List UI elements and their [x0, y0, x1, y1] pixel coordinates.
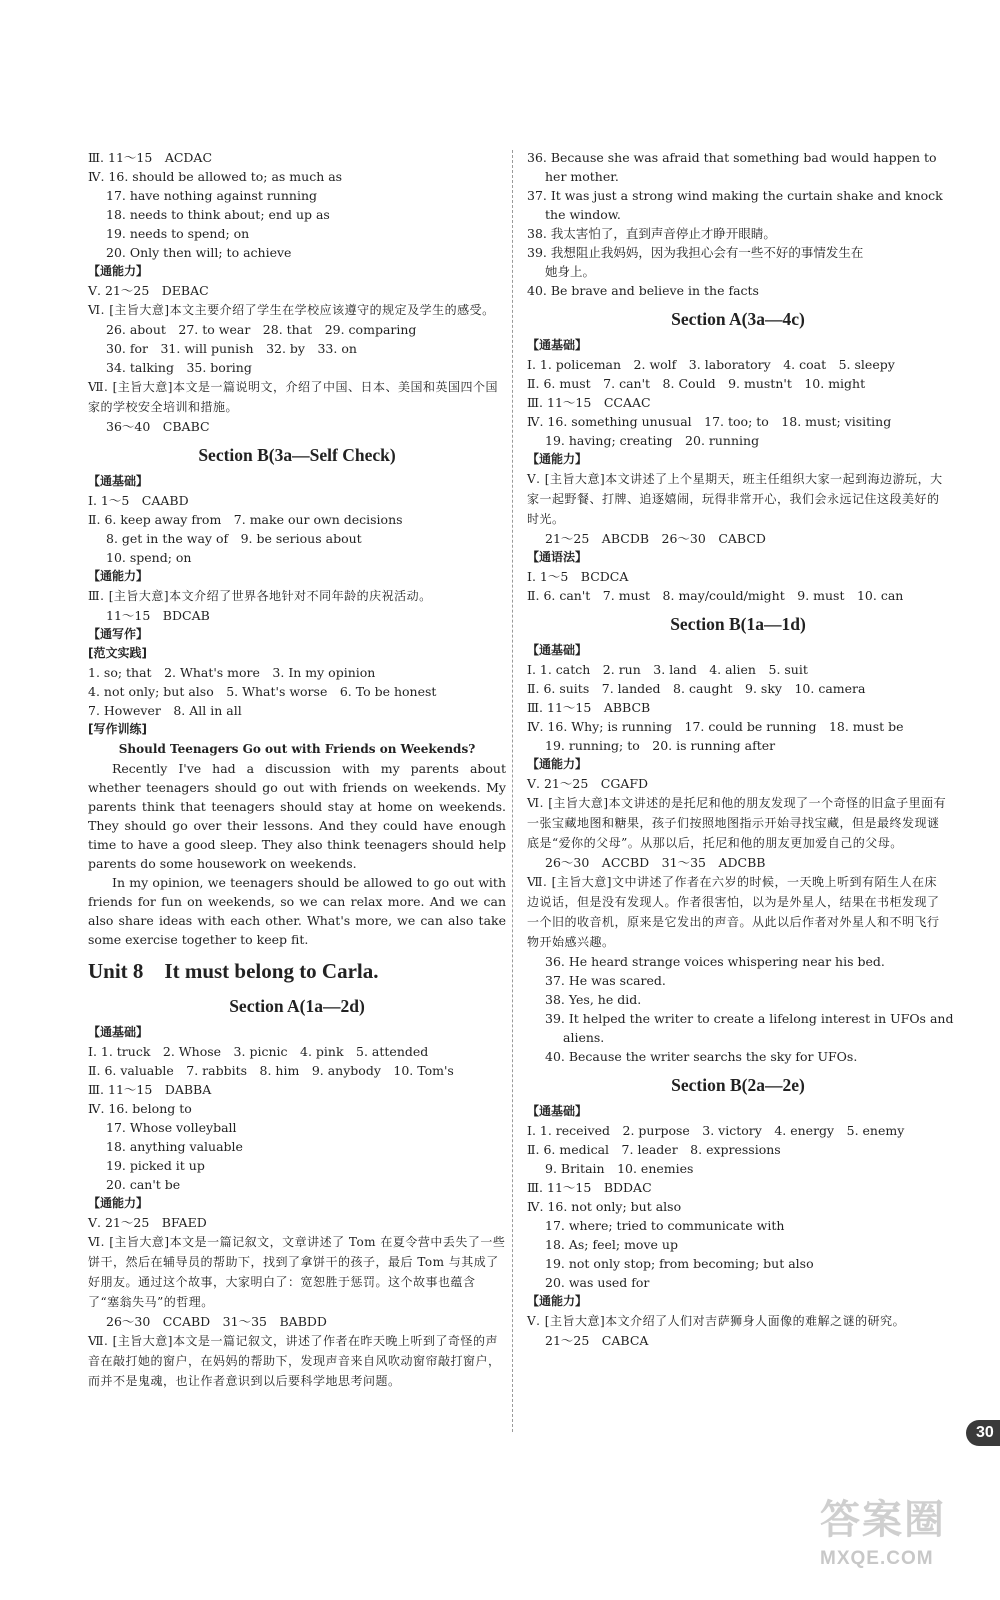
answer-line: 17. where; tried to communicate with	[545, 1218, 785, 1233]
answer-line: Ⅴ. 21～25 CGAFD	[527, 776, 649, 791]
answer-line: 19. needs to spend; on	[106, 226, 250, 241]
summary-text: Ⅵ. [主旨大意]本文主要介绍了学生在学校应该遵守的规定及学生的感受。	[88, 303, 495, 317]
answer-line: 37. He was scared.	[545, 973, 666, 988]
answer-line: Ⅳ. 16. Why; is running 17. could be running 18. must be	[527, 719, 904, 734]
answer-line: 18. As; feel; move up	[545, 1237, 678, 1252]
answer-line: 40. Be brave and believe in the facts	[527, 283, 759, 298]
section-tag: 【通写作】	[88, 627, 149, 641]
section-heading: Section A(3a—4c)	[671, 309, 805, 329]
summary-text: Ⅴ. [主旨大意]本文讲述了上个星期天，班主任组织大家一起到海边游玩，大家一起野餐、打牌、追逐嬉闹，玩得非常开心，我们会永远记住这段美好的时光。	[527, 472, 943, 526]
answer-line: 40. Because the writer searchs the sky for UFOs.	[545, 1049, 858, 1064]
site-watermark-logo	[820, 1488, 980, 1596]
answer-line: Ⅱ. 6. must 7. can't 8. Could 9. mustn't 10. might	[527, 376, 866, 391]
answer-line: Ⅴ. 21～25 DEBAC	[88, 283, 209, 298]
answer-line: 8. get in the way of 9. be serious about	[106, 531, 362, 546]
section-heading: Section B(3a—Self Check)	[198, 445, 396, 465]
section-tag: 【通基础】	[88, 1025, 149, 1039]
answer-line: 26～30 CCABD 31～35 BABDD	[106, 1314, 327, 1329]
answer-line: Ⅲ. 11～15 DABBA	[88, 1082, 212, 1097]
answer-line: 30. for 31. will punish 32. by 33. on	[106, 341, 357, 356]
answer-line: Ⅱ. 6. keep away from 7. make our own decisions	[88, 512, 403, 527]
answer-line: Ⅳ. 16. not only; but also	[527, 1199, 682, 1214]
logo-wordmark: 答案圈	[820, 1497, 946, 1543]
essay-paragraph: Recently I've had a discussion with my parents about whether teenagers should go out with friends on weekends. My parents think that teenagers should stay at home on weekends. They should go over their lessons. And they could have enough time to have a good sleep. They also think teenagers should help parents do some housework on weekends.	[88, 761, 506, 871]
answer-line: 26. about 27. to wear 28. that 29. comparing	[106, 322, 417, 337]
answer-line: 20. Only then will; to achieve	[106, 245, 292, 260]
answer-line: 34. talking 35. boring	[106, 360, 252, 375]
answer-line: 36. Because she was afraid that something bad would happen to	[527, 150, 937, 165]
answer-line: the window.	[545, 207, 621, 222]
section-tag: 【通能力】	[88, 569, 149, 583]
answer-line: Ⅰ. 1. catch 2. run 3. land 4. alien 5. suit	[527, 662, 808, 677]
answer-line: 26～30 ACCBD 31～35 ADCBB	[545, 855, 766, 870]
summary-text: Ⅶ. [主旨大意]文中讲述了作者在六岁的时候，一天晚上听到有陌生人在床边说话，但是没有发现人。作者很害怕，以为是外星人，结果在书柜发现了一个旧的收音机，原来是它发出的声音。从此以后作者对外星人和不明飞行物开始感兴趣。	[527, 875, 940, 949]
essay-title: Should Teenagers Go out with Friends on Weekends?	[118, 742, 476, 756]
answer-line: 4. not only; but also 5. What's worse 6. To be honest	[88, 684, 437, 699]
answer-line: Ⅳ. 16. should be allowed to; as much as	[88, 169, 343, 184]
answer-line: Ⅰ. 1～5 CAABD	[88, 493, 189, 508]
answer-line: Ⅲ. 11～15 BDDAC	[527, 1180, 652, 1195]
section-tag: 【通基础】	[527, 338, 588, 352]
section-tag: 【通基础】	[527, 1104, 588, 1118]
answer-line: 36～40 CBABC	[106, 419, 210, 434]
answer-line: 21～25 ABCDB 26～30 CABCD	[545, 531, 766, 546]
section-tag: 【通能力】	[88, 264, 149, 278]
summary-text: Ⅵ. [主旨大意]本文讲述的是托尼和他的朋友发现了一个奇怪的旧盒子里面有一张宝藏地图和糖果，孩子们按照地图指示开始寻找宝藏，但是最终发现谜底是“爱你的父母”。从那以后，托尼和他的朋友更加爱自己的父母。	[527, 796, 947, 850]
answer-line: 19. having; creating 20. running	[545, 433, 760, 448]
answer-line: 7. However 8. All in all	[88, 703, 242, 718]
answer-line: 38. 我太害怕了，直到声音停止才睁开眼睛。	[527, 226, 776, 241]
answer-line: Ⅰ. 1～5 BCDCA	[527, 569, 629, 584]
section-tag: 【通基础】	[527, 643, 588, 657]
section-tag: [写作训练]	[88, 722, 147, 736]
answer-line: Ⅰ. 1. truck 2. Whose 3. picnic 4. pink 5. attended	[88, 1044, 429, 1059]
answer-line: Ⅳ. 16. belong to	[88, 1101, 192, 1116]
left-column	[88, 148, 506, 1391]
summary-text: Ⅵ. [主旨大意]本文是一篇记叙文，文章讲述了 Tom 在夏令营中丢失了一些饼干，然后在辅导员的帮助下，找到了拿饼干的孩子，最后 Tom 与其成了好朋友。通过这个故事，大家明白了：宽恕胜于惩罚。这个故事也蕴含了“塞翁失马”的哲理。	[88, 1235, 506, 1309]
answer-line: her mother.	[545, 169, 619, 184]
answer-line: 38. Yes, he did.	[545, 992, 642, 1007]
section-tag: 【通语法】	[527, 550, 588, 564]
section-heading: Section A(1a—2d)	[229, 996, 365, 1016]
answer-line: Ⅴ. 21～25 BFAED	[88, 1215, 207, 1230]
answer-line: 9. Britain 10. enemies	[545, 1161, 694, 1176]
section-tag: 【通基础】	[88, 474, 149, 488]
summary-text: Ⅴ. [主旨大意]本文介绍了人们对吉萨狮身人面像的难解之谜的研究。	[527, 1314, 906, 1328]
answer-line: 17. Whose volleyball	[106, 1120, 237, 1135]
section-heading: Section B(2a—2e)	[671, 1075, 805, 1095]
page-number: 30	[966, 1420, 1000, 1446]
answer-line: Ⅳ. 16. something unusual 17. too; to 18. must; visiting	[527, 414, 892, 429]
answer-line: aliens.	[563, 1030, 605, 1045]
summary-text: Ⅶ. [主旨大意]本文是一篇说明文，介绍了中国、日本、美国和英国四个国家的学校安全培训和措施。	[88, 380, 498, 414]
section-tag: 【通能力】	[88, 1196, 149, 1210]
answer-line: Ⅱ. 6. suits 7. landed 8. caught 9. sky 10. camera	[527, 681, 866, 696]
answer-line: 19. running; to 20. is running after	[545, 738, 776, 753]
right-column	[527, 148, 954, 1350]
answer-line: 10. spend; on	[106, 550, 192, 565]
section-tag: [范文实践]	[88, 646, 147, 660]
answer-line: 20. was used for	[545, 1275, 650, 1290]
essay-paragraph: In my opinion, we teenagers should be allowed to go out with friends for fun on weekends, so we can relax more. And we can also share ideas with each other. What's more, we can also take some exercise together to keep fit.	[88, 875, 506, 947]
logo-url: MXQE.COM	[820, 1548, 934, 1569]
answer-line: 她身上。	[545, 264, 596, 279]
summary-text: Ⅲ. [主旨大意]本文介绍了世界各地针对不同年龄的庆祝活动。	[88, 589, 432, 603]
column-divider	[512, 150, 513, 1432]
answer-line: Ⅰ. 1. policeman 2. wolf 3. laboratory 4. coat 5. sleepy	[527, 357, 895, 372]
answer-line: 39. It helped the writer to create a lifelong interest in UFOs and	[545, 1011, 954, 1026]
answer-line: Ⅱ. 6. can't 7. must 8. may/could/might 9. must 10. can	[527, 588, 904, 603]
answer-line: Ⅰ. 1. received 2. purpose 3. victory 4. energy 5. enemy	[527, 1123, 905, 1138]
answer-line: Ⅲ. 11～15 ACDAC	[88, 150, 213, 165]
answer-line: Ⅱ. 6. valuable 7. rabbits 8. him 9. anybody 10. Tom's	[88, 1063, 454, 1078]
section-tag: 【通能力】	[527, 452, 588, 466]
answer-line: 21～25 CABCA	[545, 1333, 649, 1348]
section-tag: 【通能力】	[527, 1294, 588, 1308]
answer-line: 19. not only stop; from becoming; but also	[545, 1256, 814, 1271]
answer-line: Ⅲ. 11～15 ABBCB	[527, 700, 651, 715]
section-tag: 【通能力】	[527, 757, 588, 771]
summary-text: Ⅶ. [主旨大意]本文是一篇记叙文，讲述了作者在昨天晚上听到了奇怪的声音在敲打她的窗户，在妈妈的帮助下，发现声音来自风吹动窗帘敲打窗户，而并不是鬼魂，也让作者意识到以后要科学地思考问题。	[88, 1334, 501, 1388]
answer-line: Ⅲ. 11～15 CCAAC	[527, 395, 651, 410]
answer-line: 18. needs to think about; end up as	[106, 207, 330, 222]
answer-line: Ⅱ. 6. medical 7. leader 8. expressions	[527, 1142, 781, 1157]
unit-title: Unit 8 It must belong to Carla.	[88, 959, 379, 983]
answer-line: 37. It was just a strong wind making the curtain shake and knock	[527, 188, 943, 203]
answer-line: 17. have nothing against running	[106, 188, 318, 203]
answer-line: 36. He heard strange voices whispering near his bed.	[545, 954, 885, 969]
answer-line: 39. 我想阻止我妈妈，因为我担心会有一些不好的事情发生在	[527, 245, 864, 260]
answer-line: 20. can't be	[106, 1177, 181, 1192]
answer-line: 18. anything valuable	[106, 1139, 243, 1154]
answer-line: 1. so; that 2. What's more 3. In my opinion	[88, 665, 376, 680]
answer-line: 19. picked it up	[106, 1158, 205, 1173]
answer-line: 11～15 BDCAB	[106, 608, 210, 623]
section-heading: Section B(1a—1d)	[670, 614, 806, 634]
